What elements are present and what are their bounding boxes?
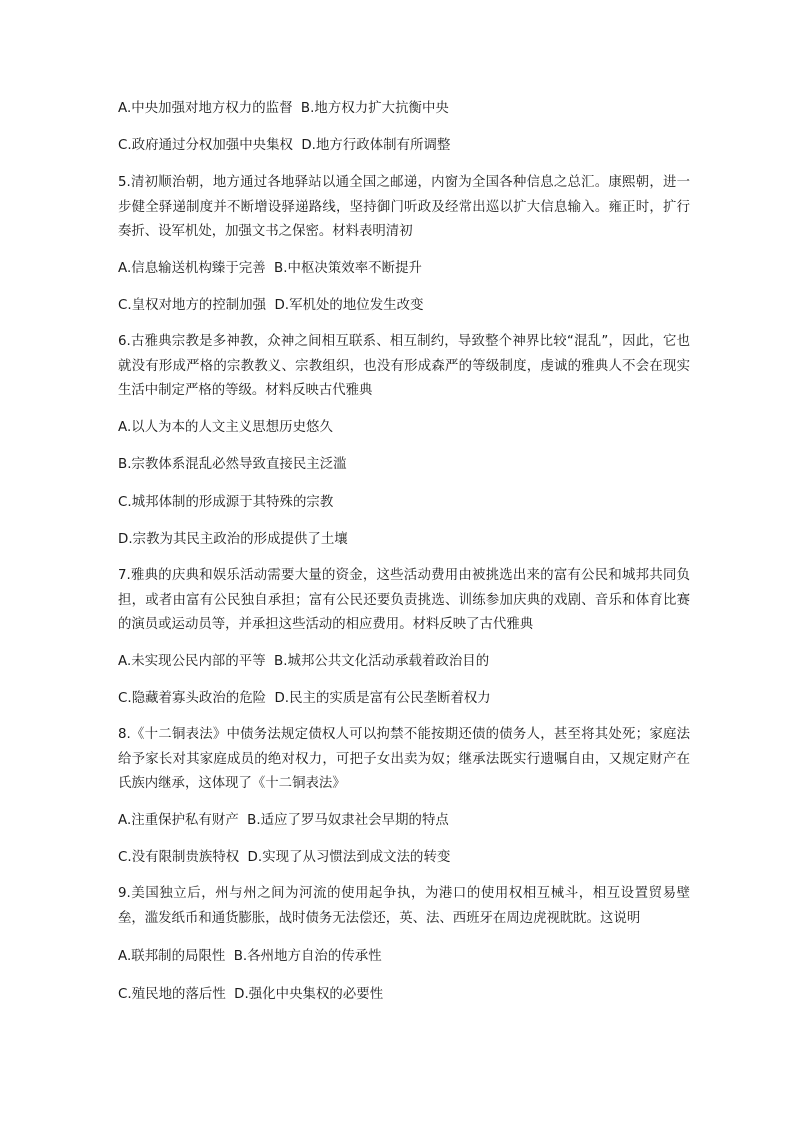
- option-line: [118, 256, 693, 281]
- option-c: C.城邦体制的形成源于其特殊的宗教: [118, 495, 334, 510]
- option-a: A.信息输送机构臻于完善: [118, 261, 266, 276]
- option-c: C.殖民地的落后性: [118, 987, 226, 1002]
- option-b: B.中枢决策效率不断提升: [274, 261, 422, 276]
- option-b: B.适应了罗马奴隶社会早期的特点: [247, 813, 449, 828]
- option-line: [118, 944, 693, 969]
- option-d: D.实现了从习惯法到成文法的转变: [247, 850, 451, 865]
- option-line: [118, 133, 693, 158]
- option-a: A.未实现公民内部的平等: [118, 654, 266, 669]
- option-line: [118, 982, 693, 1007]
- option-line: [118, 293, 693, 318]
- option-line: [118, 96, 693, 121]
- option-a: A.注重保护私有财产: [118, 813, 239, 828]
- question-8-stem: 8.《十二铜表法》中债务法规定债权人可以拘禁不能按期还债的债务人，甚至将其处死；家庭法给予家长对其家庭成员的绝对权力，可把子女出卖为奴；继承法既实行遗嘱自由，又规定财产在氏族内继承，这体现了《十二铜表法》: [118, 727, 690, 791]
- option-line: [118, 649, 693, 674]
- option-a: A.联邦制的局限性: [118, 949, 226, 964]
- option-c: C.隐藏着寡头政治的危险: [118, 691, 267, 706]
- option-b: B.地方权力扩大抗衡中央: [300, 101, 449, 116]
- option-d: D.民主的实质是富有公民垄断着权力: [274, 691, 491, 706]
- option-line: [118, 808, 693, 833]
- option-b: B.城邦公共文化活动承载着政治目的: [274, 654, 490, 669]
- option-a: A.以人为本的人文主义思想历史悠久: [118, 420, 333, 435]
- question-9-stem: 9.美国独立后，州与州之间为河流的使用起争执，为港口的使用权相互械斗，相互设置贸易壁垒，滥发纸币和通货膨胀，战时债务无法偿还，英、法、西班牙在周边虎视眈眈。这说明: [118, 886, 690, 926]
- question-7-stem: 7.雅典的庆典和娱乐活动需要大量的资金，这些活动费用由被挑选出来的富有公民和城邦共同负担，或者由富有公民独自承担；富有公民还要负责挑选、训练参加庆典的戏剧、音乐和体育比赛的演员或运动员等，并承担这些活动的相应费用。材料反映了古代雅典: [118, 568, 690, 632]
- option-d: D.军机处的地位发生改变: [274, 298, 424, 313]
- option-d: D.地方行政体制有所调整: [301, 138, 451, 153]
- question-5-stem: 5.清初顺治朝，地方通过各地驿站以通全国之邮递，内窗为全国各种信息之总汇。康熙朝，进一步健全驿递制度并不断增设驿递路线，坚持御门听政及经常出巡以扩大信息输入。雍正时，扩行奏折、设军机处，加强文书之保密。材料表明清初: [118, 175, 690, 239]
- question-6-stem: 6.古雅典宗教是多神教，众神之间相互联系、相互制约，导致整个神界比较“混乱”，因此，它也就没有形成严格的宗教教义、宗教组织，也没有形成森严的等级制度，虔诚的雅典人不会在现实生活中制定严格的等级。材料反映古代雅典: [118, 334, 690, 398]
- option-c: C.皇权对地方的控制加强: [118, 298, 267, 313]
- option-line: [118, 845, 693, 870]
- option-b: B.各州地方自治的传承性: [233, 949, 382, 964]
- option-b: B.宗教体系混乱必然导致直接民主泛滥: [118, 457, 347, 472]
- option-c: C.政府通过分权加强中央集权: [118, 138, 293, 153]
- option-line: [118, 686, 693, 711]
- option-d: D.宗教为其民主政治的形成提供了土壤: [118, 532, 348, 547]
- option-a: A.中央加强对地方权力的监督: [118, 101, 293, 116]
- option-c: C.没有限制贵族特权: [118, 850, 240, 865]
- option-d: D.强化中央集权的必要性: [234, 987, 384, 1002]
